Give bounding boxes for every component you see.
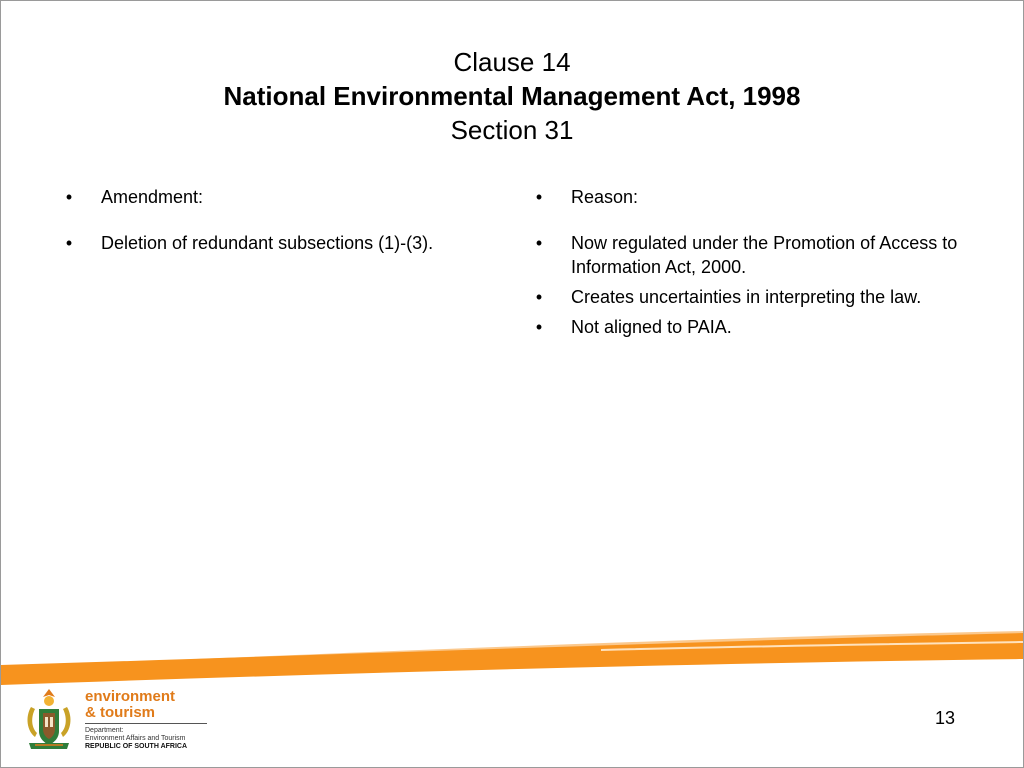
coat-of-arms-icon <box>21 687 77 753</box>
amendment-text: Deletion of redundant subsections (1)-(3). <box>101 233 434 253</box>
reason-text: Creates uncertainties in interpreting the law. <box>571 287 922 307</box>
logo-wordmark-line1: environment <box>85 688 176 705</box>
bullet-item <box>59 185 499 209</box>
slide-title <box>1 45 1023 147</box>
bullet-item <box>529 315 969 339</box>
bullet-marker: • <box>65 233 73 253</box>
right-column <box>529 185 969 339</box>
bullet-item <box>59 231 499 255</box>
bullet-item <box>529 285 969 309</box>
orange-swoosh-band <box>1 621 1024 691</box>
reason-label: Reason: <box>571 187 639 207</box>
department-logo <box>21 687 221 757</box>
bullet-marker: • <box>535 233 543 253</box>
logo-divider <box>85 723 207 724</box>
bullet-marker: • <box>535 187 543 207</box>
swoosh-main <box>1 633 1024 685</box>
bullet-marker: • <box>535 317 543 337</box>
bullet-marker: • <box>535 287 543 307</box>
bullet-item <box>529 231 969 279</box>
logo-country: REPUBLIC OF SOUTH AFRICA <box>85 743 188 750</box>
bullet-marker: • <box>65 187 73 207</box>
bullet-item <box>529 185 969 209</box>
reason-text: Now regulated under the Promotion of Access to Information Act, 2000. <box>571 233 958 277</box>
logo-wordmark-line2: & tourism <box>85 704 156 721</box>
title-section: Section 31 <box>450 115 574 145</box>
logo-dept-label: Department: <box>85 727 124 734</box>
amendment-label: Amendment: <box>101 187 204 207</box>
title-act: National Environmental Management Act, 1998 <box>223 81 801 111</box>
left-column <box>59 185 499 255</box>
page-number: 13 <box>935 708 956 728</box>
title-clause: Clause 14 <box>453 47 571 77</box>
logo-dept-name: Environment Affairs and Tourism <box>85 735 186 742</box>
reason-text: Not aligned to PAIA. <box>571 317 732 337</box>
